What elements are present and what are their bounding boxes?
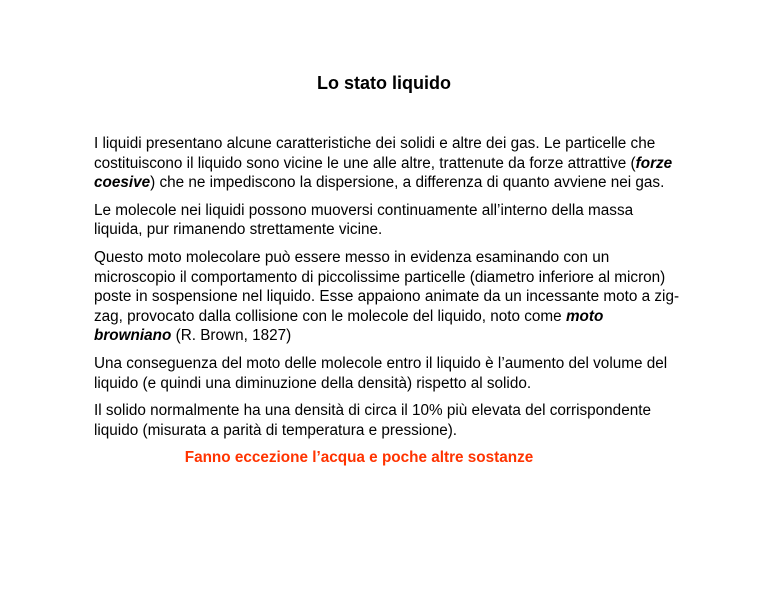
paragraph-intro-text: I liquidi presentano alcune caratteristiche dei solidi e altre dei gas. Le particelle che costituiscono il liquido sono vicine le une alle altre, trattenute da forze attrattive (	[94, 135, 656, 172]
paragraph-intro	[94, 134, 684, 193]
term-forze-coesive: forze coesive	[94, 154, 673, 192]
page-title: Lo stato liquido	[317, 73, 451, 93]
paragraph-density: Il solido normalmente ha una densità di circa il 10% più elevata del corrispondente liquido (misurata a parità di temperatura e pressione).	[94, 402, 651, 439]
paragraph-brownian-text: Questo moto molecolare può essere messo in evidenza esaminando con un microscopio il comportamento di piccolissime particelle (diametro inferiore al micron) poste in sospensione nel liquido. Esse appaiono animate da un incessante moto a zig-zag, provocato dalla collisione con le molecole del liquido, noto come	[94, 248, 680, 325]
paragraph-volume: Una conseguenza del moto delle molecole entro il liquido è l’aumento del volume del liquido (e quindi una diminuzione della densità) rispetto al solido.	[94, 354, 668, 392]
paragraph-molecule-motion: Le molecole nei liquidi possono muoversi continuamente all’interno della massa liquida, pur rimanendo strettamente vicine.	[94, 201, 634, 239]
paragraph-brownian	[94, 248, 684, 346]
term-moto-browniano: moto browniano	[94, 307, 604, 345]
paragraph-intro-text-end: ) che ne impediscono la dispersione, a differenza di quanto avviene nei gas.	[150, 174, 665, 192]
highlight-exception: Fanno eccezione l’acqua e poche altre sostanze	[184, 449, 534, 467]
document-body	[94, 134, 684, 468]
paragraph-brownian-citation: (R. Brown, 1827)	[171, 327, 292, 345]
